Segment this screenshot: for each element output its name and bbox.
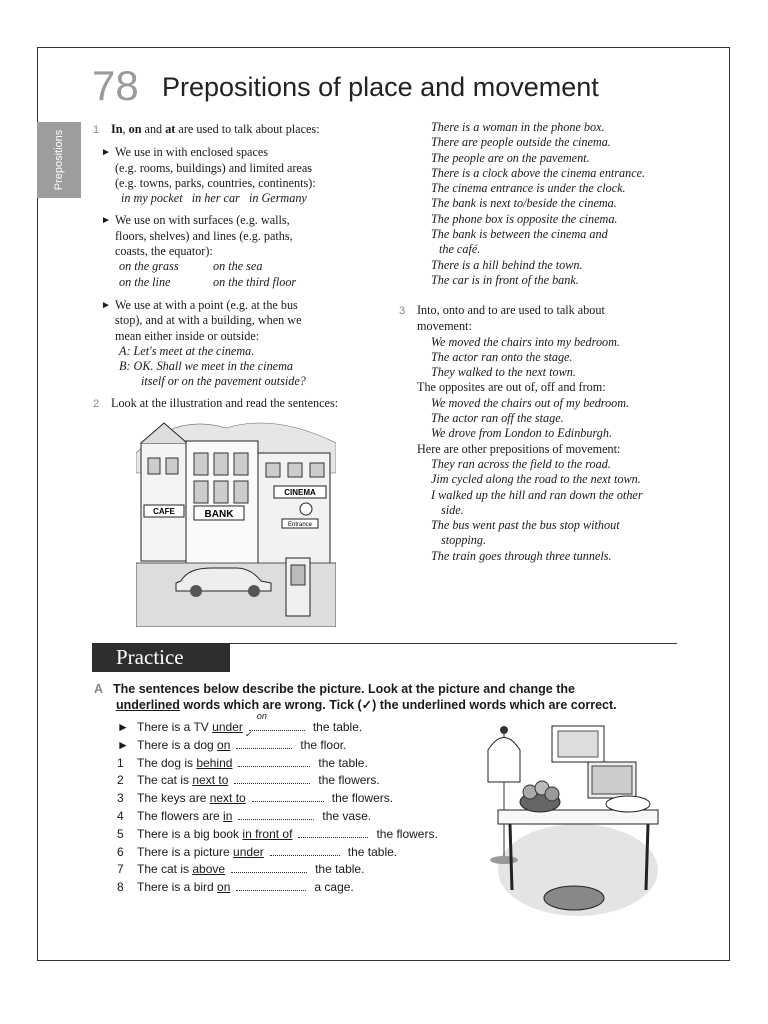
dog xyxy=(544,886,604,910)
text-line: (e.g. towns, parks, countries, continents): xyxy=(115,175,316,190)
sentence: the café. xyxy=(439,242,481,257)
item-number: 4 xyxy=(117,808,124,823)
exercise-item xyxy=(117,773,438,791)
example: The train goes through three tunnels. xyxy=(431,548,612,563)
sentence: The cinema entrance is under the clock. xyxy=(431,181,626,196)
item-number: ► xyxy=(117,720,129,734)
exercise-item xyxy=(117,756,438,774)
item-text: The cat is xyxy=(137,862,193,877)
s1-and: and xyxy=(141,122,166,136)
answer-text: ✓ xyxy=(244,728,252,739)
item-text: the flowers. xyxy=(318,773,380,788)
dialogue-line: itself or on the pavement outside? xyxy=(141,374,306,389)
exercise-item xyxy=(117,845,438,863)
town-illustration xyxy=(136,413,336,627)
item-text: the table. xyxy=(315,862,365,877)
s2-text: Look at the illustration and read the sentences: xyxy=(111,395,339,410)
answer-blank[interactable] xyxy=(298,827,368,838)
sentence: The bank is next to/beside the cinema. xyxy=(431,196,617,211)
answer-blank[interactable] xyxy=(238,756,310,767)
at-rule xyxy=(93,298,393,390)
item-text: the table. xyxy=(347,844,398,859)
answer-blank[interactable] xyxy=(249,711,305,731)
cinema-sign: CINEMA xyxy=(284,488,316,497)
text-line: Into, onto and to are used to talk about xyxy=(417,303,605,317)
sentence: The car is in front of the bank. xyxy=(431,272,579,287)
item-number: 7 xyxy=(117,862,124,877)
item-text: There is a bird xyxy=(137,880,218,895)
text-line: movement: xyxy=(417,319,472,334)
section-number: 2 xyxy=(93,397,100,410)
sentence: The phone box is opposite the cinema. xyxy=(431,211,618,226)
page-title: Prepositions of place and movement xyxy=(162,72,599,102)
sentence: There is a clock above the cinema entrance. xyxy=(431,165,646,180)
dialogue-line: B: OK. Shall we meet in the cinema xyxy=(119,359,293,374)
sentence: The bank is between the cinema and xyxy=(431,227,608,242)
item-number: 6 xyxy=(117,844,124,859)
item-text: The cat is xyxy=(137,773,193,788)
cat xyxy=(606,796,650,812)
example: in my pocket xyxy=(121,191,183,206)
text-line: (e.g. rooms, buildings) and limited areas xyxy=(115,160,312,175)
text-line: We use at with a point (e.g. at the bus xyxy=(115,297,298,312)
left-column xyxy=(93,122,393,412)
example: side. xyxy=(441,502,464,517)
dialogue-line: A: Let's meet at the cinema. xyxy=(119,343,255,358)
s1-at: at xyxy=(165,122,176,136)
item-underlined: under xyxy=(212,720,243,734)
item-text: the floor. xyxy=(300,737,347,752)
answer-blank[interactable] xyxy=(231,862,307,873)
example: on the grass xyxy=(119,259,179,274)
exercise-item xyxy=(117,862,438,880)
item-text: the flowers. xyxy=(331,791,394,806)
exercise-item xyxy=(117,728,438,756)
item-underlined: behind xyxy=(196,755,233,770)
s1-in: In xyxy=(111,122,123,136)
bank-sign: BANK xyxy=(204,509,234,520)
example: stopping. xyxy=(441,533,487,548)
item-text: the table. xyxy=(318,755,368,770)
item-text: There is a big book xyxy=(137,826,243,841)
item-number: 1 xyxy=(117,755,124,770)
example: I walked up the hill and ran down the other xyxy=(431,487,643,502)
side-tab[interactable] xyxy=(37,122,81,198)
exercise-a-instructions xyxy=(94,681,617,713)
triangle-bullet-icon: ► xyxy=(101,299,111,311)
text-line: coasts, the equator): xyxy=(115,244,213,259)
bird-cage xyxy=(488,738,520,783)
item-number: 8 xyxy=(117,880,124,895)
item-underlined: next to xyxy=(192,773,229,788)
answer-blank[interactable] xyxy=(238,809,314,820)
sentence: The people are on the pavement. xyxy=(431,150,590,165)
example: on the sea xyxy=(213,259,263,274)
item-number: 3 xyxy=(117,791,124,806)
instruction-underlined: underlined xyxy=(116,698,180,712)
place-sentences xyxy=(431,120,691,288)
room-illustration xyxy=(478,720,660,920)
example: in her car xyxy=(191,191,240,206)
item-underlined: in front of xyxy=(242,826,293,841)
answer-blank[interactable] xyxy=(252,791,324,802)
text-line: Here are other prepositions of movement: xyxy=(417,441,621,456)
item-underlined: above xyxy=(192,862,226,877)
answer-blank[interactable] xyxy=(236,728,292,749)
text-line: mean either inside or outside: xyxy=(115,328,260,343)
exercise-item xyxy=(117,827,438,845)
item-underlined: in xyxy=(223,808,233,823)
example: on the third floor xyxy=(213,274,297,289)
sentence: There are people outside the cinema. xyxy=(431,135,611,150)
exercise-item xyxy=(117,880,438,898)
item-number: ► xyxy=(117,737,129,752)
section-number: 1 xyxy=(93,124,100,136)
side-tab-label: Prepositions xyxy=(53,129,65,191)
item-underlined: on xyxy=(217,880,231,895)
item-underlined: on xyxy=(217,737,231,752)
in-rule xyxy=(93,145,393,206)
example-line xyxy=(115,259,393,274)
answer-blank[interactable] xyxy=(234,773,310,784)
item-text: a cage. xyxy=(314,880,354,895)
item-text: The keys are xyxy=(137,791,210,806)
item-text: the vase. xyxy=(322,808,372,823)
triangle-bullet-icon: ► xyxy=(101,147,111,159)
exercise-items xyxy=(117,711,438,898)
item-text: There is a dog xyxy=(137,737,218,752)
answer-text: on xyxy=(256,711,267,721)
practice-heading: Practice xyxy=(92,643,230,672)
example: The actor ran off the stage. xyxy=(431,411,564,426)
on-rule xyxy=(93,213,393,289)
s1-text: are used to talk about places: xyxy=(175,122,320,136)
item-number: 2 xyxy=(117,773,124,788)
example: They ran across the field to the road. xyxy=(431,456,611,471)
item-text: There is a picture xyxy=(137,844,234,859)
triangle-bullet-icon: ► xyxy=(101,215,111,227)
example: The actor ran onto the stage. xyxy=(431,349,573,364)
example: on the line xyxy=(119,274,171,289)
example: We drove from London to Edinburgh. xyxy=(431,426,613,441)
example: They walked to the next town. xyxy=(431,365,576,380)
sentence: There is a woman in the phone box. xyxy=(431,120,605,134)
example-line xyxy=(115,191,393,206)
item-text: the flowers. xyxy=(376,826,438,841)
example: in Germany xyxy=(248,191,307,206)
item-number: 5 xyxy=(117,826,124,841)
entrance-sign: Entrance xyxy=(287,522,313,528)
answer-blank[interactable] xyxy=(270,845,340,856)
example: We moved the chairs out of my bedroom. xyxy=(431,395,630,410)
item-text: The dog is xyxy=(137,755,197,770)
text-line: floors, shelves) and lines (e.g. paths, xyxy=(115,228,293,243)
example: The bus went past the bus stop without xyxy=(431,518,620,533)
item-text: There is a TV xyxy=(137,720,213,734)
example: We moved the chairs into my bedroom. xyxy=(431,334,620,349)
exercise-item xyxy=(117,791,438,809)
unit-number: 78 xyxy=(92,62,139,109)
answer-blank[interactable] xyxy=(236,880,306,891)
exercise-item xyxy=(117,711,438,738)
instruction-line: words which are wrong. Tick (✓) the underlined words which are correct. xyxy=(179,698,617,712)
clock-icon xyxy=(300,503,312,515)
cafe-sign: CAFE xyxy=(153,507,175,516)
instruction-line: The sentences below describe the picture. Look at the picture and change the xyxy=(113,682,575,696)
text-line: The opposites are out of, off and from: xyxy=(417,380,606,395)
item-text: The flowers are xyxy=(137,808,224,823)
bird-icon xyxy=(500,726,508,734)
example-line xyxy=(115,275,393,290)
s1-sep: , xyxy=(122,122,129,136)
sentence: There is a hill behind the town. xyxy=(431,257,583,272)
text-line: We use on with surfaces (e.g. walls, xyxy=(115,213,290,228)
s1-on: on xyxy=(128,122,142,136)
text-line: stop), and at with a building, when we xyxy=(115,313,302,328)
section-number: 3 xyxy=(399,305,406,317)
example: Jim cycled along the road to the next town. xyxy=(431,472,641,487)
item-underlined: under xyxy=(233,844,264,859)
section-3 xyxy=(399,303,699,564)
item-text: the table. xyxy=(312,720,363,734)
exercise-letter: A xyxy=(94,682,104,696)
text-line: We use in with enclosed spaces xyxy=(115,145,269,160)
exercise-item xyxy=(117,809,438,827)
item-underlined: next to xyxy=(209,791,246,806)
